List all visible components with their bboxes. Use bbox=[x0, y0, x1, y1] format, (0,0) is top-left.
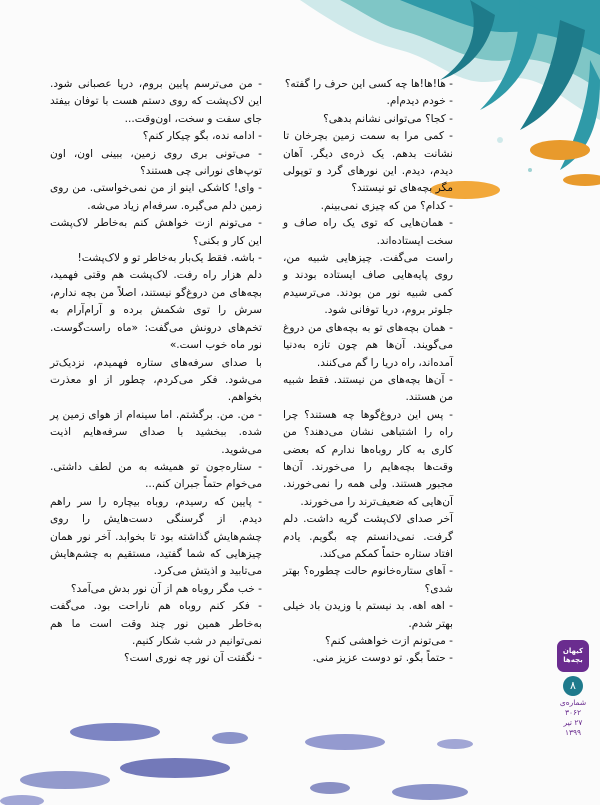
paragraph: با صدای سرفه‌های ستاره فهمیدم، نزدیک‌تر می‌شود. فکر می‌کردم، چطور از او معذرت بخواهم. bbox=[50, 356, 262, 404]
paragraph: - ستاره‌جون تو همیشه به من لطف داشتی. می‌خوام حتماً جبران کنم... bbox=[50, 460, 262, 491]
paragraph: - من می‌ترسم پایین بروم، دریا عصبانی شود. این لاک‌پشت که روی دستم هست با توفان بیفتد جای سفت و سخت، اون‌وقت... bbox=[50, 78, 262, 125]
issue-year: ۱۳۹۹ bbox=[564, 728, 582, 737]
issue-number: ۳۰۶۲ bbox=[564, 708, 582, 717]
paragraph: - پس این دروغ‌گوها چه هستند؟ چرا راه را اشتباهی نشان می‌دهند؟ من کاری به کار روباه‌ها ندارم که بعضی وقت‌ها بچه‌هایم را می‌خورند. آن‌ها مجبور هستند. ولی همه را نمی‌خورند. آن‌هایی که ضعیف‌ترند را می‌خورند. bbox=[283, 408, 453, 508]
paragraph: - ادامه نده، بگو چیکار کنم؟ bbox=[142, 130, 262, 143]
paragraph: دلم هزار راه رفت. لاک‌پشت هم وقتی فهمید، بچه‌های من دروغ‌گو نیستند، اصلاً من بچه ندارم، سرش را توی شکمش برده و آرام‌آرام به تخم‌های درونش می‌گفت: «ماه راست‌گوست. نور ماه خوب است.» bbox=[50, 269, 262, 352]
issue-date: ۲۷ تیر bbox=[563, 718, 583, 727]
magazine-logo: کیهان بچه‌ها bbox=[557, 640, 589, 672]
issue-label: شماره‌ی bbox=[559, 698, 587, 707]
paragraph: - باشه. فقط یک‌بار به‌خاطر تو و لاک‌پشت! bbox=[77, 252, 262, 265]
paragraph: آخر صدای لاک‌پشت گریه داشت. دلم گرفت. نمی‌دانستم چه بگویم. یادم افتاد ستاره حتماً کمکم می‌کند. bbox=[283, 513, 453, 560]
paragraph: - ها!ها!ها چه کسی این حرف را گفته؟ bbox=[284, 78, 453, 90]
paragraph: - حتماً بگو. تو دوست عزیز منی. bbox=[312, 652, 453, 665]
right-text-column bbox=[283, 76, 453, 668]
paragraph: - اهه اهه. بد نیستم با وزیدن باد خیلی بهتر شدم. bbox=[283, 600, 453, 630]
paragraph: - خب مگر روباه هم از آن نور بدش می‌آمد؟ bbox=[70, 582, 262, 595]
paragraph: راست می‌گفت. چیزهایی شبیه من، روی پایه‌هایی صاف ایستاده بودند و کمی شبیه نور من بودند. می‌ترسیدم جلوتر بروم، دریا توفانی شود. bbox=[283, 252, 453, 317]
paragraph: - آن‌ها بچه‌های من نیستند. فقط شبیه من هستند. bbox=[283, 373, 453, 404]
paragraph: - من. من. برگشتم. اما سینه‌ام از هوای زمین پر شده. ببخشید با صدای سرفه‌هایم اذیت می‌شوید. bbox=[50, 408, 262, 456]
paragraph: - نگفتت آن نور چه نوری است؟ bbox=[124, 652, 262, 665]
paragraph: - می‌تونم ازت خواهشی کنم؟ bbox=[325, 635, 453, 647]
paragraph: - می‌تونی بری روی زمین، ببینی اون، اون توپ‌های نورانی چی هستند؟ bbox=[50, 147, 262, 178]
paragraph: - فکر کنم روباه هم ناراحت بود. می‌گفت به‌خاطر همین نور چند وقت است ما هم نمی‌توانیم در شب شکار کنیم. bbox=[50, 600, 262, 647]
paragraph: - کمی مرا به سمت زمین بچرخان تا نشانت بدهم. یک ذره‌ی دیگر. آهان دیدم، دیدم. این نورهای گرد و توپولی مگر بچه‌های تو نیستند؟ bbox=[283, 130, 453, 195]
paragraph: - پایین که رسیدم، روباه بیچاره را سر راهم دیدم. از گرسنگی دست‌هایش را روی چشم‌هایش گذاشته بود تا بخوابد. آخر نور همان چیزهایی که شما گفتید، مستقیم به چشم‌هایش می‌تابید و اذیتش می‌کرد. bbox=[50, 495, 262, 578]
paragraph: - کدام؟ من که چیزی نمی‌بینم. bbox=[320, 199, 453, 212]
paragraph: - همان بچه‌های تو به بچه‌های من دروغ می‌گویند. آن‌ها هم چون تازه به‌دنیا آمده‌اند، راه دریا را گم می‌کنند. bbox=[283, 321, 453, 369]
paragraph: - کجا؟ می‌توانی نشانم بدهی؟ bbox=[323, 112, 453, 125]
paragraph: - خودم دیدم‌ام. bbox=[386, 95, 453, 108]
left-text-column bbox=[50, 76, 262, 668]
paragraph: - آهای ستاره‌خانوم حالت چطوره؟ بهتر شدی؟ bbox=[283, 565, 453, 595]
paragraph: - همان‌هایی که توی یک راه صاف و سخت ایستاده‌اند. bbox=[283, 217, 453, 247]
paragraph: - می‌تونم ازت خواهش کنم به‌خاطر لاک‌پشت این کار و بکنی؟ bbox=[50, 217, 262, 247]
paragraph: - وای! کاشکی اینو از من نمی‌خواستی. من روی زمین دلم می‌گیره. سرفه‌ام زیاد می‌شه. bbox=[50, 182, 262, 212]
magazine-sidebar bbox=[553, 640, 593, 738]
page-number: ۸ bbox=[563, 676, 583, 696]
